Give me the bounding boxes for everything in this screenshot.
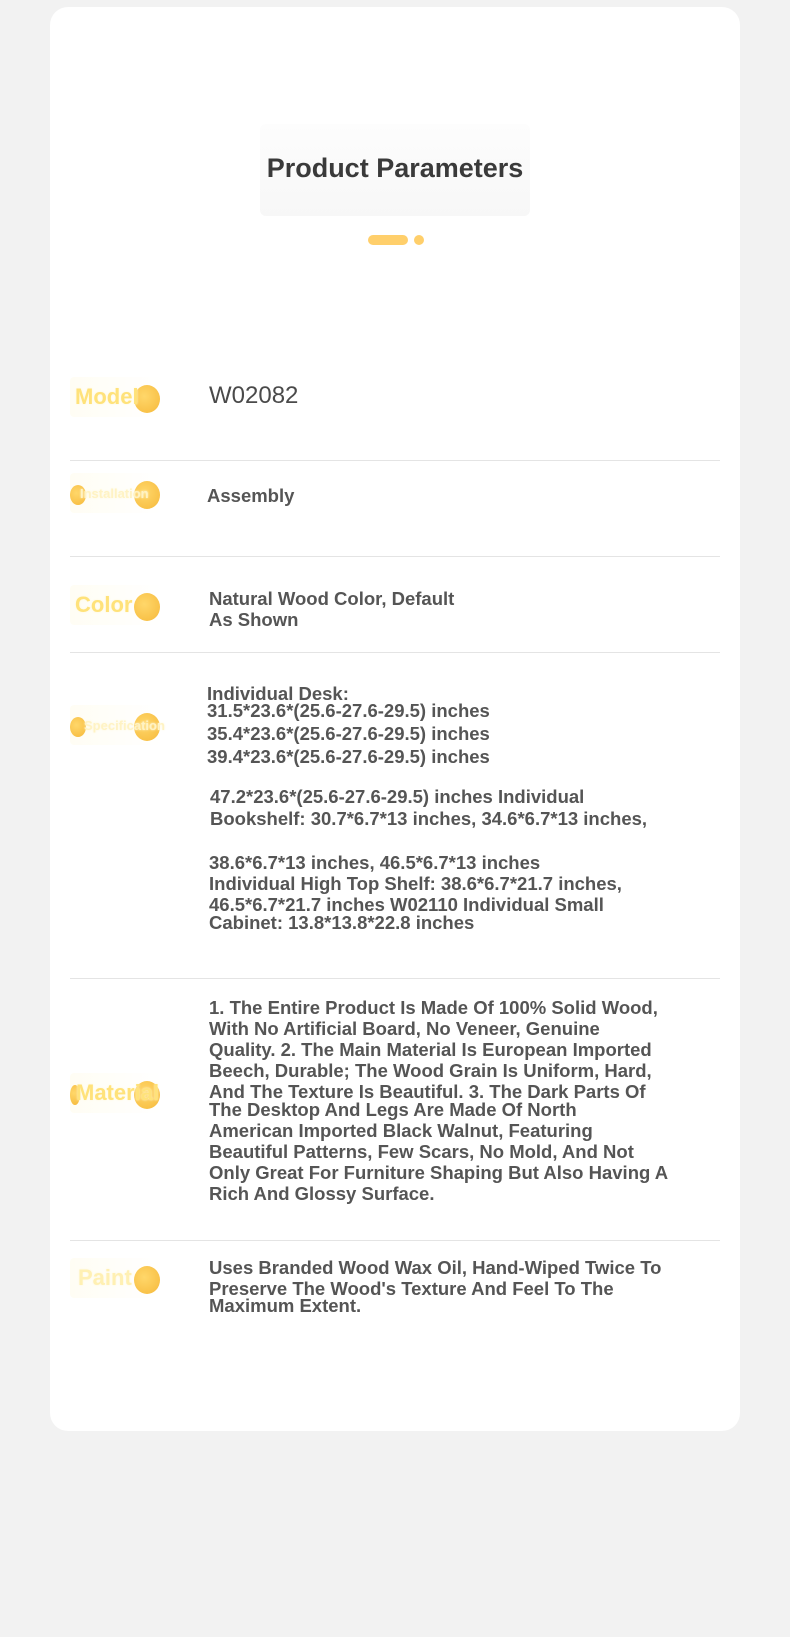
divider [70,1240,720,1241]
title-underline-bar [368,235,408,245]
bullet-dot-icon [134,593,160,621]
param-label-installation [70,473,162,513]
param-row-material [70,989,720,1239]
param-label-material [70,1073,162,1113]
param-row-model [70,375,720,425]
divider [70,460,720,461]
param-row-specification [70,663,720,953]
param-value-model: W02082 [209,382,299,409]
param-value-specification: Individual Desk: 31.5*23.6*(25.6-27.6-29.5) inches 35.4*23.6*(25.6-27.6-29.5) inches 39.4*23.6*(25.6-27.6-29.5) inches 47.2*23.6*(25.6-27.6-29.5) inches Individual Bookshelf: 30.7*6.7*13 inches, 34.6*6.7*13 inches, 38.6*6.7*13 inches, 46.5*6.7*13 inches Individual High Top Shelf: 38.6*6.7*21.7 inches, 46.5*6.7*21.7 inches W02110 Individual Small Cabinet: 13.8*13.8*22.8 inches [207,683,648,933]
param-value-color: Natural Wood Color, Default As Shown [209,588,455,630]
param-label-paint [70,1258,162,1298]
param-row-color [70,567,720,630]
param-row-installation [70,471,720,521]
param-label-color [70,585,162,625]
param-label-text: Specification [84,717,165,733]
divider [70,652,720,653]
bullet-dot-icon [134,1266,160,1294]
product-parameters-card [50,7,740,1431]
param-label-model [70,377,162,417]
divider [70,978,720,979]
param-label-text: Color [75,592,133,617]
param-label-text: Material [76,1080,160,1105]
param-value-material: 1. The Entire Product Is Made Of 100% Solid Wood, With No Artificial Board, No Veneer, Genuine Quality. 2. The Main Material Is European Imported Beech, Durable; The Wood Grain Is Uniform, Hard, And The Texture Is Beautiful. 3. The Dark Parts Of The Desktop And Legs Are Made Of North American Imported Black Walnut, Featuring Beautiful Patterns, Few Scars, No Mold, And Not Only Great For Furniture Shaping But Also Having A Rich And Glossy Surface. [209,997,669,1204]
section-title: Product Parameters [266,153,524,183]
title-underline-dot [414,235,424,245]
param-label-text: Model [75,384,139,409]
param-label-text: Paint [78,1265,132,1290]
param-label-text: Installation [80,485,149,501]
param-row-paint [70,1251,720,1331]
param-value-paint: Uses Branded Wood Wax Oil, Hand-Wiped Twice To Preserve The Wood's Texture And Feel To The Maximum Extent. [209,1257,662,1316]
divider [70,556,720,557]
param-value-installation: Assembly [207,485,295,506]
param-label-specification [70,705,165,745]
